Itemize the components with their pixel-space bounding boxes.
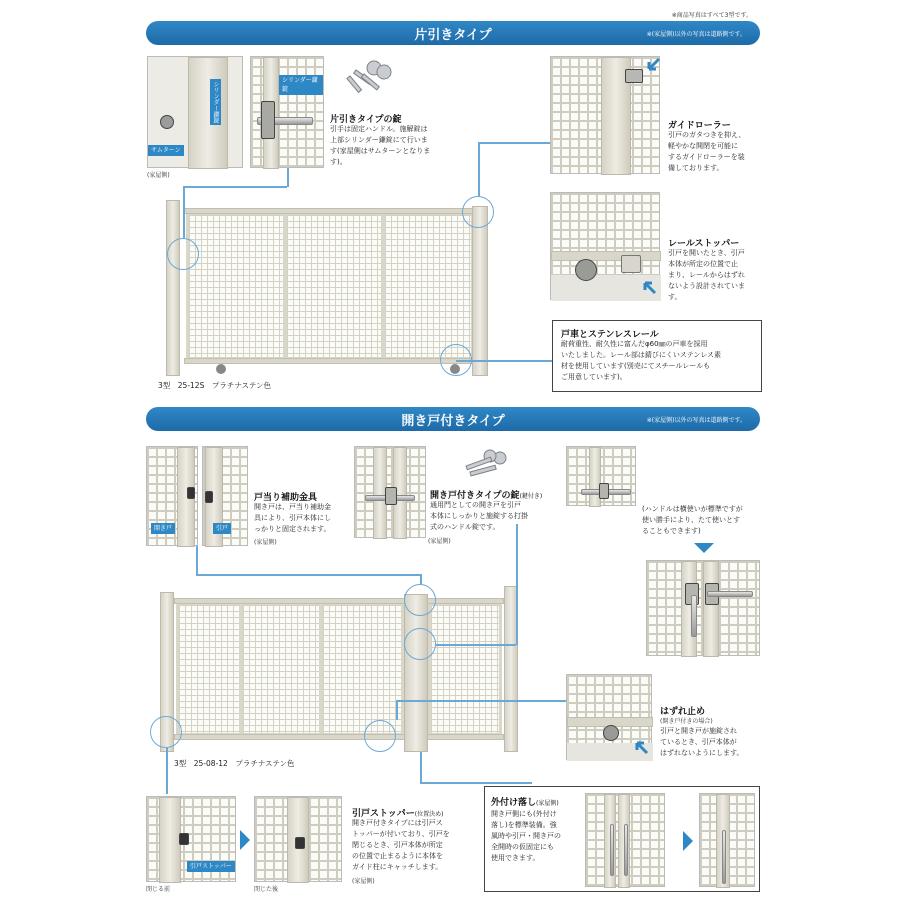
callout-circle-door-stop [404,584,436,616]
stop-bracket [187,487,195,499]
callout-circle-detach [364,720,396,752]
gate-panel-1 [176,602,242,736]
gate-panel-3 [320,602,404,736]
rail-stopper-photo [550,192,660,300]
text-line: 通用門としての開き戸を引戸 [430,501,521,509]
slide-stopper-before-photo [146,796,236,882]
keys-image [336,58,396,104]
text-line: す)。 [330,158,347,166]
text-line: 開き戸付きタイプには引戸ス [352,819,443,827]
text-line: 上部シリンダー鎌錠にて行いま [330,136,428,144]
text-line: 開き戸は、戸当り補助金 [254,503,331,511]
callout-circle-stopper [150,716,182,748]
handle-photo [250,56,324,168]
gate-panel-1 [186,212,286,360]
slide-stopper-tag: 引戸ストッパー [187,861,235,872]
text-line: ることもできます) [642,527,701,535]
handle-bracket [261,101,275,139]
slide-stopper-title-suffix: (位置決め) [414,811,444,818]
drop-bolt-rod [624,824,628,876]
section1-banner [146,21,760,45]
text-line: 具により、引戸本体にし [254,514,331,522]
tag-slide-door: 引戸 [213,523,231,534]
text-line: 引手は固定ハンドル。施解錠は [330,125,428,133]
connector-line [196,574,420,576]
guide-roller [625,69,643,83]
stopper-block [621,255,641,273]
text-line: するガイドローラーを装 [668,153,745,161]
text-line: ご用意しています)。 [561,373,627,381]
drop-bolt-photo-2 [699,793,755,887]
drop-bolt-text [491,809,583,864]
handle-note-text [642,504,766,537]
stop-bracket [205,491,213,503]
text-line: 耐荷重性、耐久性に富んだφ60㎜の戸車を採用 [561,340,708,348]
slide-stopper-title-text: 引戸ストッパー [352,809,415,819]
section1-title: 片引きタイプ [414,27,492,43]
door-stop-text [254,502,354,535]
arrow-icon [631,737,649,755]
text-line: 引戸を開いたとき、引戸 [668,249,745,257]
text-line: 落し)を標準装備。強 [491,821,557,829]
thumbturn-knob [160,115,174,129]
section2-title: 開き戸付きタイプ [401,413,505,429]
drop-bolt-title-suffix: (家屋側) [536,800,559,807]
text-line: 引戸のガタつきを抑え、 [668,131,746,139]
latch [385,487,397,505]
connector-line [478,142,480,196]
text-line: まり、レールからはずれ [668,271,745,279]
wheel [216,364,226,374]
stopper-catch [295,837,305,849]
drop-bolt-rod [722,830,726,884]
guide-post [472,206,488,376]
detach-stop-photo [566,674,652,760]
slide-stopper-after-photo [254,796,342,882]
text-line: 開き戸側にも(外付け [491,810,557,818]
gate-post [188,57,228,169]
house-side-label: (家屋側) [147,172,170,179]
connector-line [183,186,185,238]
guide-roller-text [668,130,768,174]
text-line: 引戸と開き戸が施錠され [660,727,737,735]
swing-lock-photo [354,446,426,538]
door-stop-house-side: (家屋側) [254,539,277,546]
guide-post [159,797,181,883]
swing-lock-text [430,500,550,533]
after-label: 閉じた後 [254,886,279,893]
drop-bolt-title-text: 外付け落し [491,798,537,808]
left-post [166,200,180,376]
swing-lock-house-side: (家屋側) [428,538,451,545]
wheel-rail-title: 戸車とステンレスレール [561,330,659,340]
stopper-catch [179,833,189,845]
arrow-icon [643,57,661,75]
section1-lock-text [330,124,460,168]
connector-line [478,142,550,144]
cylinder-tag-2: シリンダー鎌錠 [279,75,323,95]
down-arrow-icon [694,543,714,553]
text-line: (ハンドルは横使いが標準ですが [642,505,743,513]
text-line: 式のハンドル錠です。 [430,523,500,531]
text-line: ているとき、引戸本体が [660,738,737,746]
top-rail [174,598,504,604]
drop-bolt-rod [610,824,614,876]
text-line: の位置で止まるように本体を [352,852,443,860]
slide-stopper-text [352,818,482,873]
thumbturn-tag: サムターン [148,145,184,156]
bottom-rail [551,251,661,261]
right-arrow-icon [683,831,693,851]
connector-line [420,752,422,782]
text-line: 使い勝手により、たて使いとす [642,516,740,524]
cylinder-tag: シリンダー鎌錠 [212,81,219,123]
text-line: 風時や引戸・開き戸の [491,832,561,840]
door-stop-photo-slide [202,446,248,546]
section1-note: ※(家屋側)以外の写真は道路側です。 [646,31,746,38]
connector-line [166,748,168,794]
callout-circle-roller [462,196,494,228]
connector-line [420,782,532,784]
swing-door-panel [428,602,502,736]
callout-circle-lock [167,238,199,270]
rail-stopper-title: レールストッパー [668,239,740,249]
door-stop-title: 戸当り補助金具 [254,493,318,503]
slide-stopper-house-side: (家屋側) [352,878,375,885]
connector-line [516,524,518,645]
gate-panel-2 [284,212,384,360]
key-icon [336,58,396,104]
gate-panel-3 [382,212,474,360]
text-line: 全開時の仮固定にも [491,843,554,851]
handle-vertical [691,595,697,637]
swing-lock-title-text: 開き戸付きタイプの錠 [430,491,520,501]
connector-line [183,186,287,188]
text-line: す。 [668,293,682,301]
detach-stop-title: はずれ止め [660,707,706,717]
connector-line [396,700,398,720]
drop-bolt-title [491,795,559,808]
text-line: ないよう設計されていま [668,282,745,290]
door-stile [703,561,719,657]
text-line: いたしました。レール部は錆びにくいステンレス素 [561,351,721,359]
door-stop-photo-open [146,446,198,546]
section1-caption: 3型 25-12S プラチナステン色 [158,381,272,390]
text-line: 本体が所定の位置で止 [668,260,738,268]
connector-line [196,546,198,574]
swing-lock-title-suffix: (鍵付き) [519,493,543,500]
text-line: 材を使用しています(別売にてスチールレールも [561,362,711,370]
connector-line [436,644,516,646]
text-line: 本体にしっかりと施錠する打掛 [430,512,528,520]
wheel [575,259,597,281]
tag-open-door: 開き戸 [151,523,175,534]
thumbturn-photo [147,56,243,168]
text-line: はずれないようにします。 [660,749,744,757]
connector-line [396,700,566,702]
section2-banner [146,407,760,431]
guide-roller-title: ガイドローラー [668,121,731,131]
text-line: 軽やかな開閉を可能に [668,142,738,150]
text-line: っかりと固定されます。 [254,525,331,533]
rail-stopper-text [668,248,772,303]
arrow-icon [639,277,657,295]
detach-stop-subtitle: (開き戸付きの場合) [660,718,713,725]
gate-panel-2 [240,602,322,736]
wheel [603,725,619,741]
connector-line [456,360,552,362]
callout-circle-lock [404,628,436,660]
handle-horizontal-photo [566,446,636,506]
swing-gate-illustration [152,586,524,756]
bottom-rail [174,734,504,740]
connector-line [420,574,422,584]
wheel-rail-box [552,320,762,392]
text-line: ガイド柱にキャッチします。 [352,863,443,871]
connector-line [287,168,289,187]
bottom-rail [184,358,474,364]
drop-bolt-box [484,786,760,892]
latch [599,483,609,499]
text-line: 備しております。 [668,164,724,172]
top-note: ※商品写真はすべて3型です。 [671,12,752,19]
key-icon [460,448,512,484]
text-line: 閉じるとき、引戸本体が所定 [352,841,443,849]
right-arrow-icon [240,830,250,850]
section2-caption: 3型 25-08-12 プラチナステン色 [174,759,295,768]
before-label: 閉じる前 [146,886,171,893]
handle-vertical-photo [646,560,760,656]
center-post [404,594,428,752]
wheel-rail-text [561,339,761,383]
text-line: トッパーが付いており、引戸を [352,830,450,838]
handle [707,591,753,597]
text-line: 使用できます。 [491,854,540,862]
section1-lock-title: 片引きタイプの錠 [330,115,402,125]
keys-image-2 [460,448,512,484]
detach-stop-text [660,726,764,759]
drop-bolt-photo-1 [585,793,665,887]
top-rail [184,208,474,214]
text-line: す(家屋側はサムターンとなりま [330,147,431,155]
guide-roller-photo [550,56,660,174]
section2-note: ※(家屋側)以外の写真は道路側です。 [646,417,746,424]
